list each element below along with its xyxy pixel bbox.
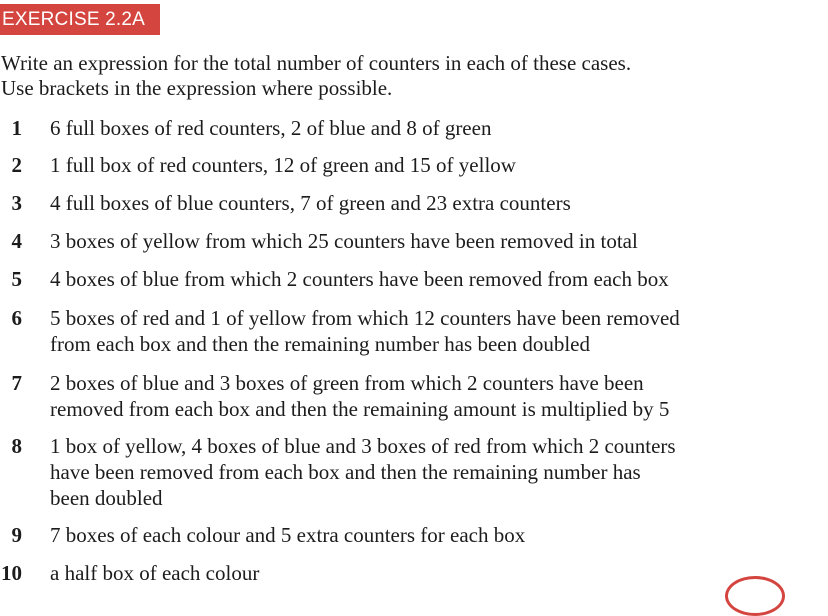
question-number: 1	[11, 116, 22, 140]
question-line: 4 full boxes of blue counters, 7 of green and 23 extra counters	[50, 191, 571, 215]
question-text	[50, 305, 820, 357]
question-line: 5 boxes of red and 1 of yellow from which 12 counters have been removed	[50, 306, 680, 330]
question-line: 3 boxes of yellow from which 25 counters have been removed in total	[50, 229, 638, 253]
question-text	[50, 190, 820, 216]
question-line: 4 boxes of blue from which 2 counters have been removed from each box	[50, 267, 669, 291]
question-number: 8	[11, 434, 22, 458]
instruction-line: Write an expression for the total number of counters in each of these cases.	[1, 51, 632, 75]
exercise-heading: EXERCISE 2.2A	[0, 4, 160, 35]
question-line: removed from each box and then the remaining amount is multiplied by 5	[50, 397, 670, 421]
instructions	[1, 51, 801, 101]
question-text	[50, 152, 820, 178]
question-number: 2	[11, 153, 22, 177]
question-number: 9	[11, 523, 22, 547]
question-text	[50, 370, 820, 422]
decorative-circle-mark	[725, 576, 785, 616]
question-line: 1 box of yellow, 4 boxes of blue and 3 boxes of red from which 2 counters	[50, 434, 676, 458]
question-number: 6	[11, 306, 22, 330]
question-line: 6 full boxes of red counters, 2 of blue and 8 of green	[50, 116, 492, 140]
question-number: 7	[11, 371, 22, 395]
instruction-line: Use brackets in the expression where possible.	[1, 76, 393, 100]
question-line: have been removed from each box and then the remaining number has	[50, 460, 641, 484]
question-line: 1 full box of red counters, 12 of green and 15 of yellow	[50, 153, 516, 177]
question-number: 4	[11, 229, 22, 253]
question-text	[50, 560, 820, 586]
question-text	[50, 266, 820, 292]
question-line: a half box of each colour	[50, 561, 260, 585]
question-text	[50, 522, 820, 548]
question-line: 7 boxes of each colour and 5 extra counters for each box	[50, 523, 526, 547]
question-line: from each box and then the remaining number has been doubled	[50, 332, 590, 356]
question-number: 5	[11, 267, 22, 291]
question-line: 2 boxes of blue and 3 boxes of green from which 2 counters have been	[50, 371, 644, 395]
question-text	[50, 433, 820, 511]
question-number: 10	[1, 561, 22, 585]
question-text	[50, 228, 820, 254]
question-text	[50, 115, 820, 141]
question-number: 3	[11, 191, 22, 215]
question-line: been doubled	[50, 486, 163, 510]
